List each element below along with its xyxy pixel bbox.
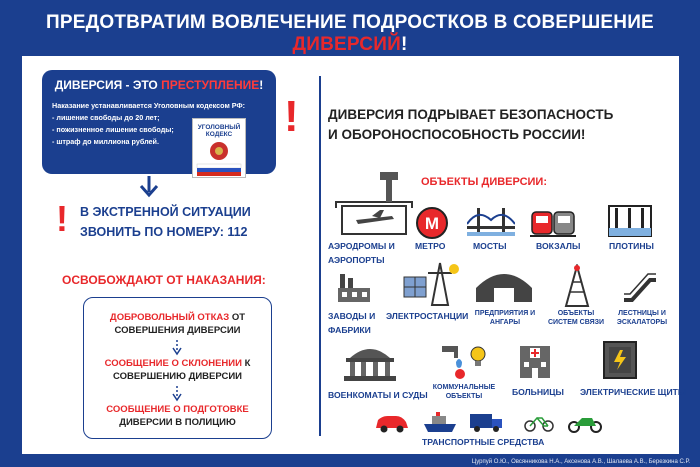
label-enterprises1: ПРЕДПРИЯТИЯ И — [474, 310, 536, 317]
hangar-icon — [474, 266, 534, 304]
definition-title — [42, 78, 276, 92]
arrow-down-icon — [137, 176, 161, 198]
exempt-item1-rest: ОТ — [229, 312, 246, 323]
definition-title-end: ! — [259, 78, 264, 92]
exempt-box — [83, 297, 272, 439]
label-dams: ПЛОТИНЫ — [609, 241, 654, 251]
car-icon — [376, 416, 408, 433]
exclamation-icon: ! — [56, 198, 68, 239]
label-stairs2: ЭСКАЛАТОРЫ — [616, 319, 668, 326]
title-end: ! — [400, 34, 408, 55]
exclamation-icon: ! — [284, 92, 299, 141]
truck-icon — [470, 414, 502, 432]
right-heading-line2: И ОБОРОНОСПОСОБНОСТЬ РОССИИ! — [328, 127, 586, 142]
emergency-line2: ЗВОНИТЬ ПО НОМЕРУ: 112 — [80, 225, 248, 239]
exempt-item2-red: СООБЩЕНИЕ О СКЛОНЕНИИ — [104, 358, 242, 369]
definition-title-start: ДИВЕРСИЯ - ЭТО — [54, 78, 162, 92]
exempt-item1-red: ДОБРОВОЛЬНЫЙ ОТКАЗ — [109, 312, 230, 323]
label-panels: ЭЛЕКТРИЧЕСКИЕ ЩИТЫ — [580, 387, 687, 397]
power-plant-icon — [402, 261, 460, 307]
exempt-item2 — [84, 358, 271, 370]
title-highlight: ДИВЕРСИЙ — [292, 34, 401, 55]
motorcycle-icon — [569, 418, 601, 432]
definition-line: Наказание устанавливается Уголовным кодексом РФ: — [52, 101, 245, 110]
label-comm — [544, 309, 608, 327]
label-power-plants: ЭЛЕКТРОСТАНЦИИ — [386, 311, 469, 321]
definition-title-highlight: ПРЕСТУПЛЕНИЕ — [161, 78, 260, 92]
label-transport: ТРАНСПОРТНЫЕ СРЕДСТВА — [422, 437, 545, 447]
comm-tower-icon — [562, 264, 592, 308]
airport-icon — [334, 172, 414, 236]
definition-box — [42, 70, 276, 174]
label-metro: МЕТРО — [415, 241, 446, 251]
label-utility — [430, 383, 498, 401]
definition-line: - лишение свободы до 20 лет; — [52, 113, 160, 122]
dashed-arrow-icon — [172, 386, 182, 402]
exempt-item2-rest: К — [241, 358, 251, 369]
exempt-item2-line2: СОВЕРШЕНИЮ ДИВЕРСИИ — [113, 371, 242, 382]
label-utility2: ОБЪЕКТЫ — [445, 393, 483, 400]
column-divider — [319, 76, 321, 436]
exempt-item3-red: СООБЩЕНИЕ О ПОДГОТОВКЕ — [106, 404, 249, 415]
hospital-icon — [516, 340, 554, 380]
bicycle-icon — [525, 418, 553, 431]
station-icon — [530, 206, 576, 238]
definition-line: - штраф до миллиона рублей. — [52, 137, 159, 146]
credits: Цурпуй О.Ю., Овсянникова Н.А., Аксенова А.В., Шалаева А.В., Березкина С.Р. — [471, 459, 690, 465]
criminal-code-book-icon — [192, 118, 246, 178]
svg-text:M: M — [424, 214, 440, 233]
label-military: ВОЕНКОМАТЫ И СУДЫ — [328, 390, 428, 400]
title-main: ПРЕДОТВРАТИМ ВОВЛЕЧЕНИЕ ПОДРОСТКОВ В СОВЕРШЕНИЕ — [46, 12, 654, 33]
right-heading — [328, 105, 613, 145]
label-hospitals: БОЛЬНИЦЫ — [512, 387, 564, 397]
exempt-item1-line2: СОВЕРШЕНИЯ ДИВЕРСИИ — [114, 325, 241, 336]
objects-title: ОБЪЕКТЫ ДИВЕРСИИ: — [421, 176, 547, 188]
factory-icon — [336, 272, 372, 304]
emergency-line1: В ЭКСТРЕННОЙ СИТУАЦИИ — [80, 205, 251, 219]
label-factories2: ФАБРИКИ — [328, 325, 371, 335]
dam-icon — [607, 204, 653, 238]
electric-panel-icon — [602, 340, 638, 380]
escalator-icon — [622, 270, 658, 304]
label-airports2: АЭРОПОРТЫ — [328, 255, 385, 265]
utility-icon — [440, 340, 490, 380]
book-text: УГОЛОВНЫЙ КОДЕКС — [197, 124, 241, 138]
label-bridges: МОСТЫ — [473, 241, 507, 251]
label-comm2: СИСТЕМ СВЯЗИ — [547, 319, 605, 326]
right-heading-line1: ДИВЕРСИЯ ПОДРЫВАЕТ БЕЗОПАСНОСТЬ — [328, 107, 614, 122]
content-panel — [22, 56, 687, 454]
transport-icons — [374, 410, 606, 436]
courthouse-icon — [342, 346, 398, 382]
metro-icon — [414, 206, 450, 240]
exempt-item1 — [84, 312, 271, 324]
label-factories: ЗАВОДЫ И — [328, 311, 376, 321]
label-stations: ВОКЗАЛЫ — [536, 241, 581, 251]
label-airports: АЭРОДРОМЫ И — [328, 241, 395, 251]
label-enterprises2: АНГАРЫ — [489, 319, 521, 326]
bridge-icon — [467, 206, 515, 238]
dashed-arrow-icon — [172, 340, 182, 356]
label-comm1: ОБЪЕКТЫ — [557, 310, 595, 317]
emergency-text — [80, 202, 251, 242]
exempt-title: ОСВОБОЖДАЮТ ОТ НАКАЗАНИЯ: — [62, 273, 266, 287]
label-stairs — [610, 309, 674, 327]
label-enterprises — [470, 309, 540, 327]
definition-line: - пожизненное лишение свободы; — [52, 125, 174, 134]
exempt-item3-line2: ДИВЕРСИИ В ПОЛИЦИЮ — [119, 417, 236, 428]
label-utility1: КОММУНАЛЬНЫЕ — [432, 384, 496, 391]
exempt-item3 — [84, 404, 271, 416]
poster-title — [0, 12, 700, 56]
coat-of-arms-icon — [193, 137, 245, 177]
label-stairs1: ЛЕСТНИЦЫ И — [618, 310, 666, 317]
ship-icon — [424, 412, 456, 432]
